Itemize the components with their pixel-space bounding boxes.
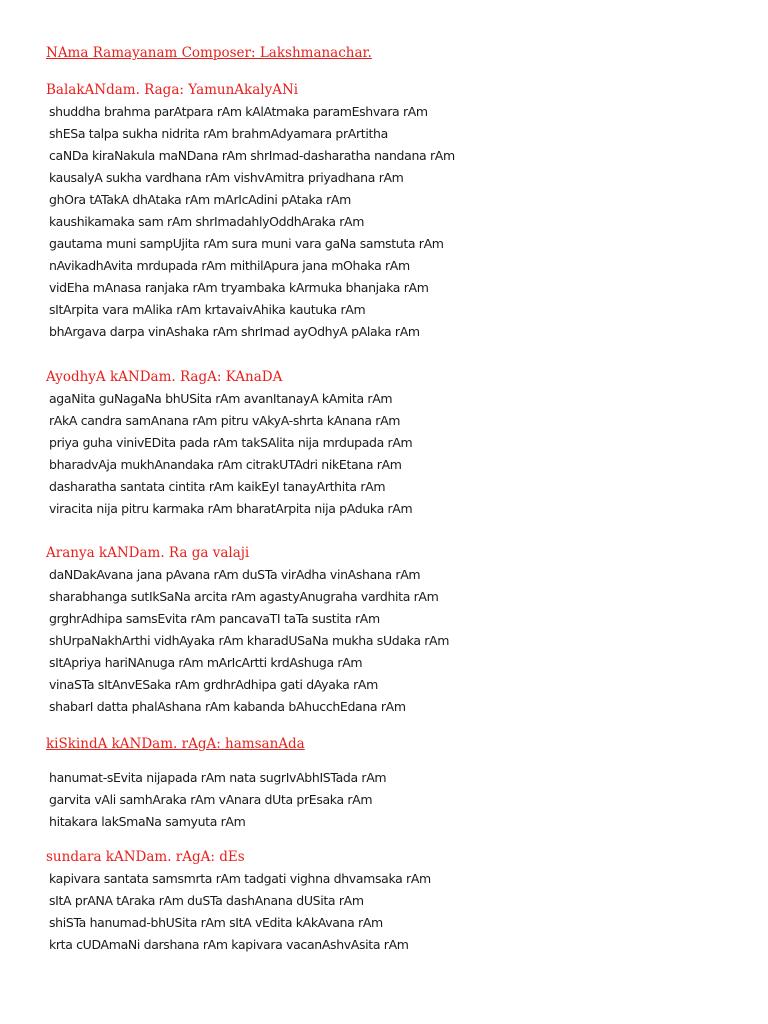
verse-line: priya guha vinivEDita pada rAm takSAlita nija mrdupada rAm (49, 435, 413, 450)
verse-line: sItArpita vara mAlika rAm krtavaivAhika kautuka rAm (49, 302, 366, 317)
verse-line: caNDa kiraNakula maNDana rAm shrImad-dasharatha nandana rAm (49, 148, 455, 163)
verse-line: shabarI datta phalAshana rAm kabanda bAhucchEdana rAm (49, 699, 406, 714)
verse-line: sItApriya hariNAnuga rAm mArIcArtti krdAshuga rAm (49, 655, 363, 670)
verse-line: garvita vAli samhAraka rAm vAnara dUta prEsaka rAm (49, 792, 373, 807)
verse-line: grghrAdhipa samsEvita rAm pancavaTI taTa sustita rAm (49, 611, 380, 626)
verse-line: shuddha brahma parAtpara rAm kAlAtmaka paramEshvara rAm (49, 104, 428, 119)
verse-line: sharabhanga sutIkSaNa arcita rAm agastyAnugraha vardhita rAm (49, 589, 439, 604)
verse-line: kapivara santata samsmrta rAm tadgati vighna dhvamsaka rAm (49, 871, 431, 886)
section-aranya-kandam (0, 545, 768, 722)
verse-line: vinaSTa sItAnvESaka rAm grdhrAdhipa gati dAyaka rAm (49, 677, 378, 692)
section-balakandam (0, 82, 768, 347)
verse-line: hanumat-sEvita nijapada rAm nata sugrIvAbhISTada rAm (49, 770, 387, 785)
section-heading: Aranya kANDam. Ra ga valaji (46, 545, 250, 561)
section-heading: AyodhyA kANDam. RagA: KAnaDA (46, 369, 283, 385)
verse-line: agaNita guNagaNa bhUSita rAm avanItanayA kAmita rAm (49, 391, 393, 406)
verse-line: hitakara lakSmaNa samyuta rAm (49, 814, 246, 829)
verse-line: kaushikamaka sam rAm shrImadahlyOddhAraka rAm (49, 214, 365, 229)
verse-line: sItA prANA tAraka rAm duSTa dashAnana dUSita rAm (49, 893, 364, 908)
section-ayodhya-kandam (0, 369, 768, 524)
section-kiskinda-kandam (0, 736, 768, 836)
verse-line: rAkA candra samAnana rAm pitru vAkyA-shrta kAnana rAm (49, 413, 401, 428)
verse-line: daNDakAvana jana pAvana rAm duSTa virAdha vinAshana rAm (49, 567, 421, 582)
section-heading: kiSkindA kANDam. rAgA: hamsanAda (46, 736, 305, 752)
verse-line: kausalyA sukha vardhana rAm vishvAmitra priyadhana rAm (49, 170, 404, 185)
section-heading: BalakANdam. Raga: YamunAkalyANi (46, 82, 299, 98)
document-title: NAma Ramayanam Composer: Lakshmanachar. (46, 45, 372, 61)
verse-line: nAvikadhAvita mrdupada rAm mithilApura jana mOhaka rAm (49, 258, 410, 273)
verse-line: shESa talpa sukha nidrita rAm brahmAdyamara prArtitha (49, 126, 388, 141)
verse-line: vidEha mAnasa ranjaka rAm tryambaka kArmuka bhanjaka rAm (49, 280, 429, 295)
verse-line: viracita nija pitru karmaka rAm bharatArpita nija pAduka rAm (49, 501, 413, 516)
verse-line: dasharatha santata cintita rAm kaikEyI tanayArthita rAm (49, 479, 386, 494)
section-sundara-kandam (0, 849, 768, 959)
verse-line: shUrpaNakhArthi vidhAyaka rAm kharadUSaNa mukha sUdaka rAm (49, 633, 450, 648)
verse-line: bhArgava darpa vinAshaka rAm shrImad ayOdhyA pAlaka rAm (49, 324, 420, 339)
verse-line: bharadvAja mukhAnandaka rAm citrakUTAdri nikEtana rAm (49, 457, 402, 472)
verse-line: gautama muni sampUjita rAm sura muni vara gaNa samstuta rAm (49, 236, 444, 251)
section-heading: sundara kANDam. rAgA: dEs (46, 849, 245, 865)
verse-line: shiSTa hanumad-bhUSita rAm sItA vEdita kAkAvana rAm (49, 915, 383, 930)
verse-line: ghOra tATakA dhAtaka rAm mArIcAdini pAtaka rAm (49, 192, 351, 207)
verse-line: krta cUDAmaNi darshana rAm kapivara vacanAshvAsita rAm (49, 937, 409, 952)
